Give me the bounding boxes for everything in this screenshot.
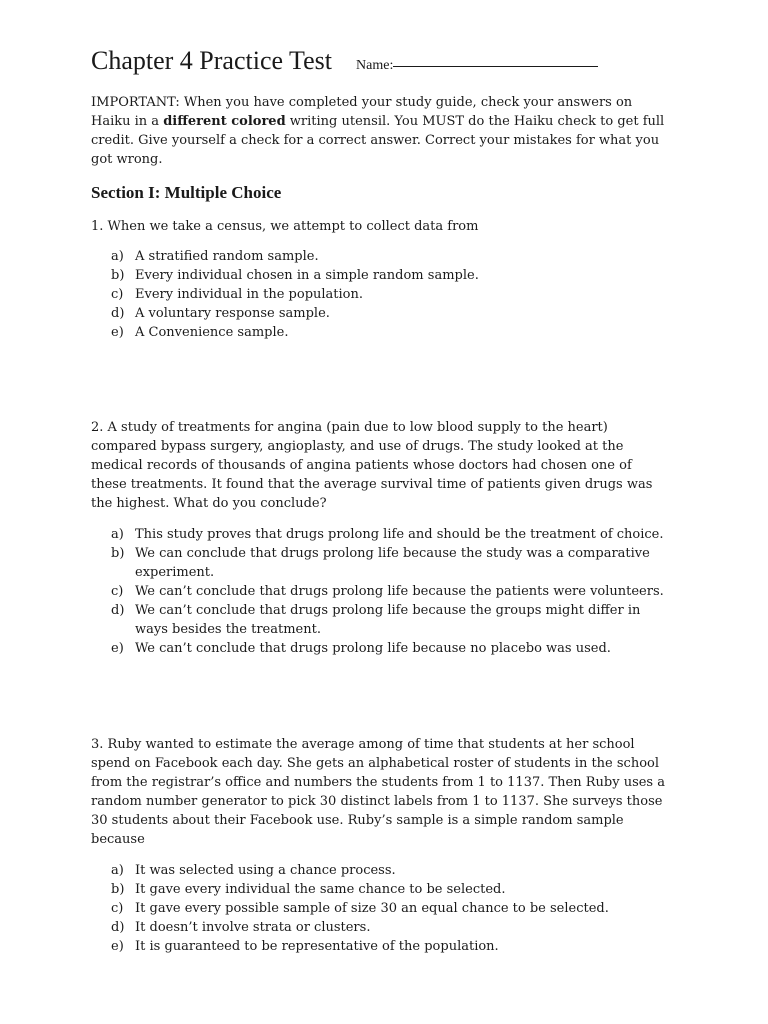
option-row — [91, 266, 671, 285]
section-heading: Section I: Multiple Choice — [91, 183, 282, 202]
question-3: 3. Ruby wanted to estimate the average among of time that students at her school spend on Facebook each day. She gets an alphabetical roster of students in the school from the registrar’s office and numbers the students from 1 to 1137. Then Ruby uses a random number generator to pick 30 distinct labels from 1 to 1137. She surveys those 30 students about their Facebook use. Ruby’s sample is a simple random sample because — [91, 737, 665, 847]
option-letter: d) — [111, 603, 125, 618]
option-text: It was selected using a chance process. — [135, 863, 396, 878]
document-page — [91, 46, 671, 956]
option-text: Every individual in the population. — [135, 287, 364, 302]
option-text: It doesn’t involve strata or clusters. — [135, 920, 371, 935]
option-row — [91, 304, 671, 323]
option-letter: b) — [111, 268, 125, 283]
option-text: We can conclude that drugs prolong life because the study was a comparative experiment. — [135, 546, 650, 580]
option-letter: d) — [111, 920, 125, 935]
option-text: It gave every individual the same chance to be selected. — [135, 882, 506, 897]
option-letter: b) — [111, 546, 125, 561]
option-letter: e) — [111, 939, 124, 954]
title-row — [91, 46, 671, 76]
option-row — [91, 323, 671, 342]
name-blank-line — [393, 65, 598, 67]
option-text: This study proves that drugs prolong life and should be the treatment of choice. — [135, 527, 664, 542]
option-row — [91, 525, 671, 544]
option-text: It is guaranteed to be representative of the population. — [135, 939, 499, 954]
option-letter: c) — [111, 584, 124, 599]
question-2-options — [91, 525, 671, 658]
option-row — [91, 880, 671, 899]
question-1: 1. When we take a census, we attempt to collect data from — [91, 219, 479, 234]
option-text: A stratified random sample. — [135, 249, 319, 264]
page-title: Chapter 4 Practice Test — [91, 46, 333, 75]
option-text: It gave every possible sample of size 30 an equal chance to be selected. — [135, 901, 609, 916]
name-label: Name: — [356, 58, 394, 73]
option-row — [91, 285, 671, 304]
question-2: 2. A study of treatments for angina (pain due to low blood supply to the heart) compared bypass surgery, angioplasty, and use of drugs. The study looked at the medical records of thousands of angina patients whose doctors had chosen one of these treatments. It found that the average survival time of patients given drugs was the highest. What do you conclude? — [91, 420, 653, 511]
option-letter: a) — [111, 863, 124, 878]
option-text: We can’t conclude that drugs prolong life because the patients were volunteers. — [135, 584, 664, 599]
option-row — [91, 918, 671, 937]
option-row — [91, 582, 671, 601]
option-text: A Convenience sample. — [135, 325, 289, 340]
option-text: Every individual chosen in a simple random sample. — [135, 268, 479, 283]
question-3-options — [91, 861, 671, 956]
option-letter: e) — [111, 641, 124, 656]
option-text: We can’t conclude that drugs prolong life because no placebo was used. — [135, 641, 611, 656]
option-text: A voluntary response sample. — [135, 306, 330, 321]
important-notice — [91, 93, 671, 169]
option-letter: a) — [111, 527, 124, 542]
option-letter: a) — [111, 249, 124, 264]
option-text: We can’t conclude that drugs prolong life because the groups might differ in ways besides the treatment. — [135, 603, 641, 637]
option-letter: c) — [111, 287, 124, 302]
option-row — [91, 861, 671, 880]
option-letter: e) — [111, 325, 124, 340]
option-row — [91, 899, 671, 918]
important-bold-text: different colored — [163, 114, 286, 129]
important-text-end: writing utensil. You MUST do the Haiku check to get full credit. Give yourself a check for a correct answer. Correct your mistakes for what you got wrong. — [91, 114, 665, 167]
option-row — [91, 639, 671, 658]
option-letter: d) — [111, 306, 125, 321]
question-1-options — [91, 247, 671, 342]
option-row — [91, 544, 671, 582]
option-row — [91, 247, 671, 266]
important-text-start: IMPORTANT: When you have completed your study guide, check your answers on Haiku in a — [91, 95, 633, 129]
option-row — [91, 937, 671, 956]
option-letter: b) — [111, 882, 125, 897]
option-row — [91, 601, 671, 639]
option-letter: c) — [111, 901, 124, 916]
